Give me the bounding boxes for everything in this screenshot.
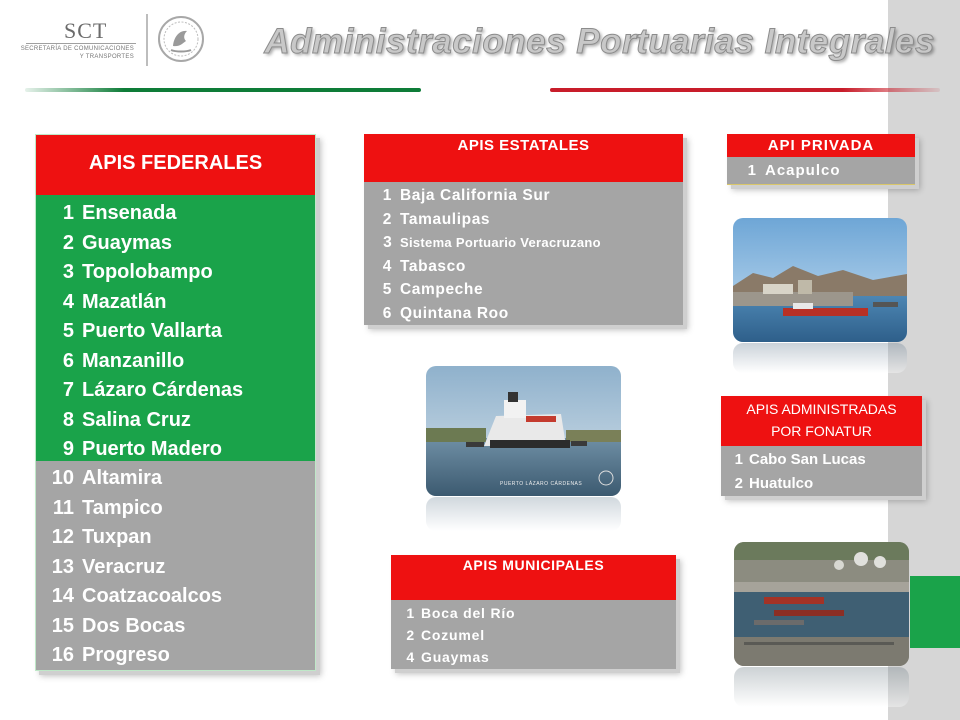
list-item [36,376,315,406]
list-item [36,494,315,524]
estatales-title: APIS ESTATALES [364,134,683,182]
item-name: Veracruz [82,555,166,578]
port-photo-top [733,218,907,342]
item-name: Lázaro Cárdenas [82,379,244,401]
port-photo-bottom-reflection [734,667,909,707]
list-item [36,288,315,318]
fonatur-box [721,396,922,496]
item-number: 12 [51,526,74,548]
list-item [364,208,683,232]
item-number: 1 [747,162,757,179]
federales-box [35,134,316,671]
item-name: Guaymas [421,649,490,665]
item-name: Coatzacoalcos [82,585,223,607]
item-name: Quintana Roo [400,304,509,322]
item-number: 3 [383,234,392,252]
item-name: Acapulco [765,162,841,179]
item-name: Puerto Vallarta [82,320,223,342]
fonatur-title [721,396,922,446]
national-seal-icon [156,14,206,64]
item-number: 13 [51,555,74,578]
green-rule [25,88,421,92]
item-name: Altamira [82,467,163,489]
privada-title: API PRIVADA [727,134,915,157]
item-number: 4 [382,257,392,275]
page-title: Administraciones Portuarias Integrales [264,22,935,61]
list-item [36,258,315,288]
item-name: Sistema Portuario Veracruzano [400,235,601,251]
item-number: 5 [62,320,74,342]
item-number: 1 [62,202,74,224]
sct-abbrev: SCT [64,18,108,43]
logo-divider [146,14,148,66]
list-item [36,523,315,553]
item-number: 16 [51,644,74,666]
list-item [36,582,315,612]
list-item [721,472,922,496]
item-number: 2 [62,231,74,254]
list-item [364,302,683,326]
municipales-box [391,555,676,669]
item-name: Cozumel [421,627,485,643]
item-number: 11 [52,496,74,519]
item-name: Mazatlán [82,290,167,313]
item-number: 7 [62,379,74,401]
red-rule [550,88,940,92]
list-item [364,231,683,255]
right-green-square [910,576,960,648]
port-photo-top-reflection [733,343,907,373]
port-harbor-image [733,218,907,342]
container-ship-image [426,366,621,496]
item-name: Tabasco [400,257,466,275]
item-number: 5 [382,281,392,299]
fonatur-title-line1: APIS ADMINISTRADAS [746,401,897,417]
privada-list [727,157,915,184]
item-number: 4 [62,290,74,313]
item-name: Tuxpan [82,526,152,548]
fonatur-list [721,446,922,496]
item-number: 14 [51,585,74,607]
list-item [36,406,315,436]
item-name: Guaymas [82,231,173,254]
item-number: 2 [406,627,415,643]
item-number: 6 [62,349,74,372]
item-number: 1 [382,187,392,204]
list-item [36,317,315,347]
item-number: 1 [734,451,743,468]
item-name: Topolobampo [82,261,213,283]
list-item [364,278,683,302]
list-item [36,641,315,671]
ship-watermark: PUERTO LÁZARO CÁRDENAS [500,481,583,487]
item-name: Manzanillo [82,349,185,372]
item-name: Campeche [400,281,484,299]
federales-green-list [36,195,315,461]
estatales-list [364,182,683,325]
item-name: Progreso [82,644,170,666]
item-number: 3 [62,261,74,283]
item-name: Tampico [82,496,163,519]
item-number: 2 [382,210,392,228]
list-item [364,184,683,208]
refinery-port-image [734,542,909,666]
item-number: 2 [734,475,743,492]
list-item [391,646,676,668]
list-item [36,464,315,494]
item-number: 10 [51,467,74,489]
sct-logo [6,8,216,70]
fonatur-title-line2: POR FONATUR [771,423,872,439]
item-name: Dos Bocas [82,614,186,637]
item-number: 6 [382,304,392,322]
item-number: 15 [51,614,74,637]
list-item [36,612,315,642]
sct-line2: Y TRANSPORTES [79,54,134,60]
item-name: Puerto Madero [82,438,223,460]
ship-photo [426,366,621,496]
item-name: Ensenada [82,202,177,224]
municipales-title: APIS MUNICIPALES [391,555,676,600]
item-name: Salina Cruz [82,408,191,431]
list-item [721,448,922,472]
estatales-box [364,134,683,325]
list-item [391,624,676,646]
list-item [36,199,315,229]
port-photo-bottom [734,542,909,666]
item-name: Cabo San Lucas [749,451,866,468]
sct-line1: SECRETARÍA DE COMUNICACIONES [20,46,134,52]
list-item [391,602,676,624]
item-name: Boca del Río [421,605,516,621]
municipales-list [391,600,676,669]
privada-box [727,134,915,185]
item-name: Baja California Sur [400,187,551,204]
item-name: Huatulco [749,475,814,492]
item-number: 1 [406,605,415,621]
list-item [727,157,915,184]
list-item [36,229,315,259]
federales-gray-list [36,461,315,670]
item-number: 9 [62,438,74,460]
federales-title: APIS FEDERALES [36,135,315,195]
sct-logo-rule [26,43,136,44]
item-name: Tamaulipas [400,210,491,228]
ship-photo-reflection [426,497,621,531]
item-number: 8 [62,408,74,431]
list-item [36,347,315,377]
list-item [364,255,683,279]
item-number: 4 [406,649,415,665]
list-item [36,553,315,583]
